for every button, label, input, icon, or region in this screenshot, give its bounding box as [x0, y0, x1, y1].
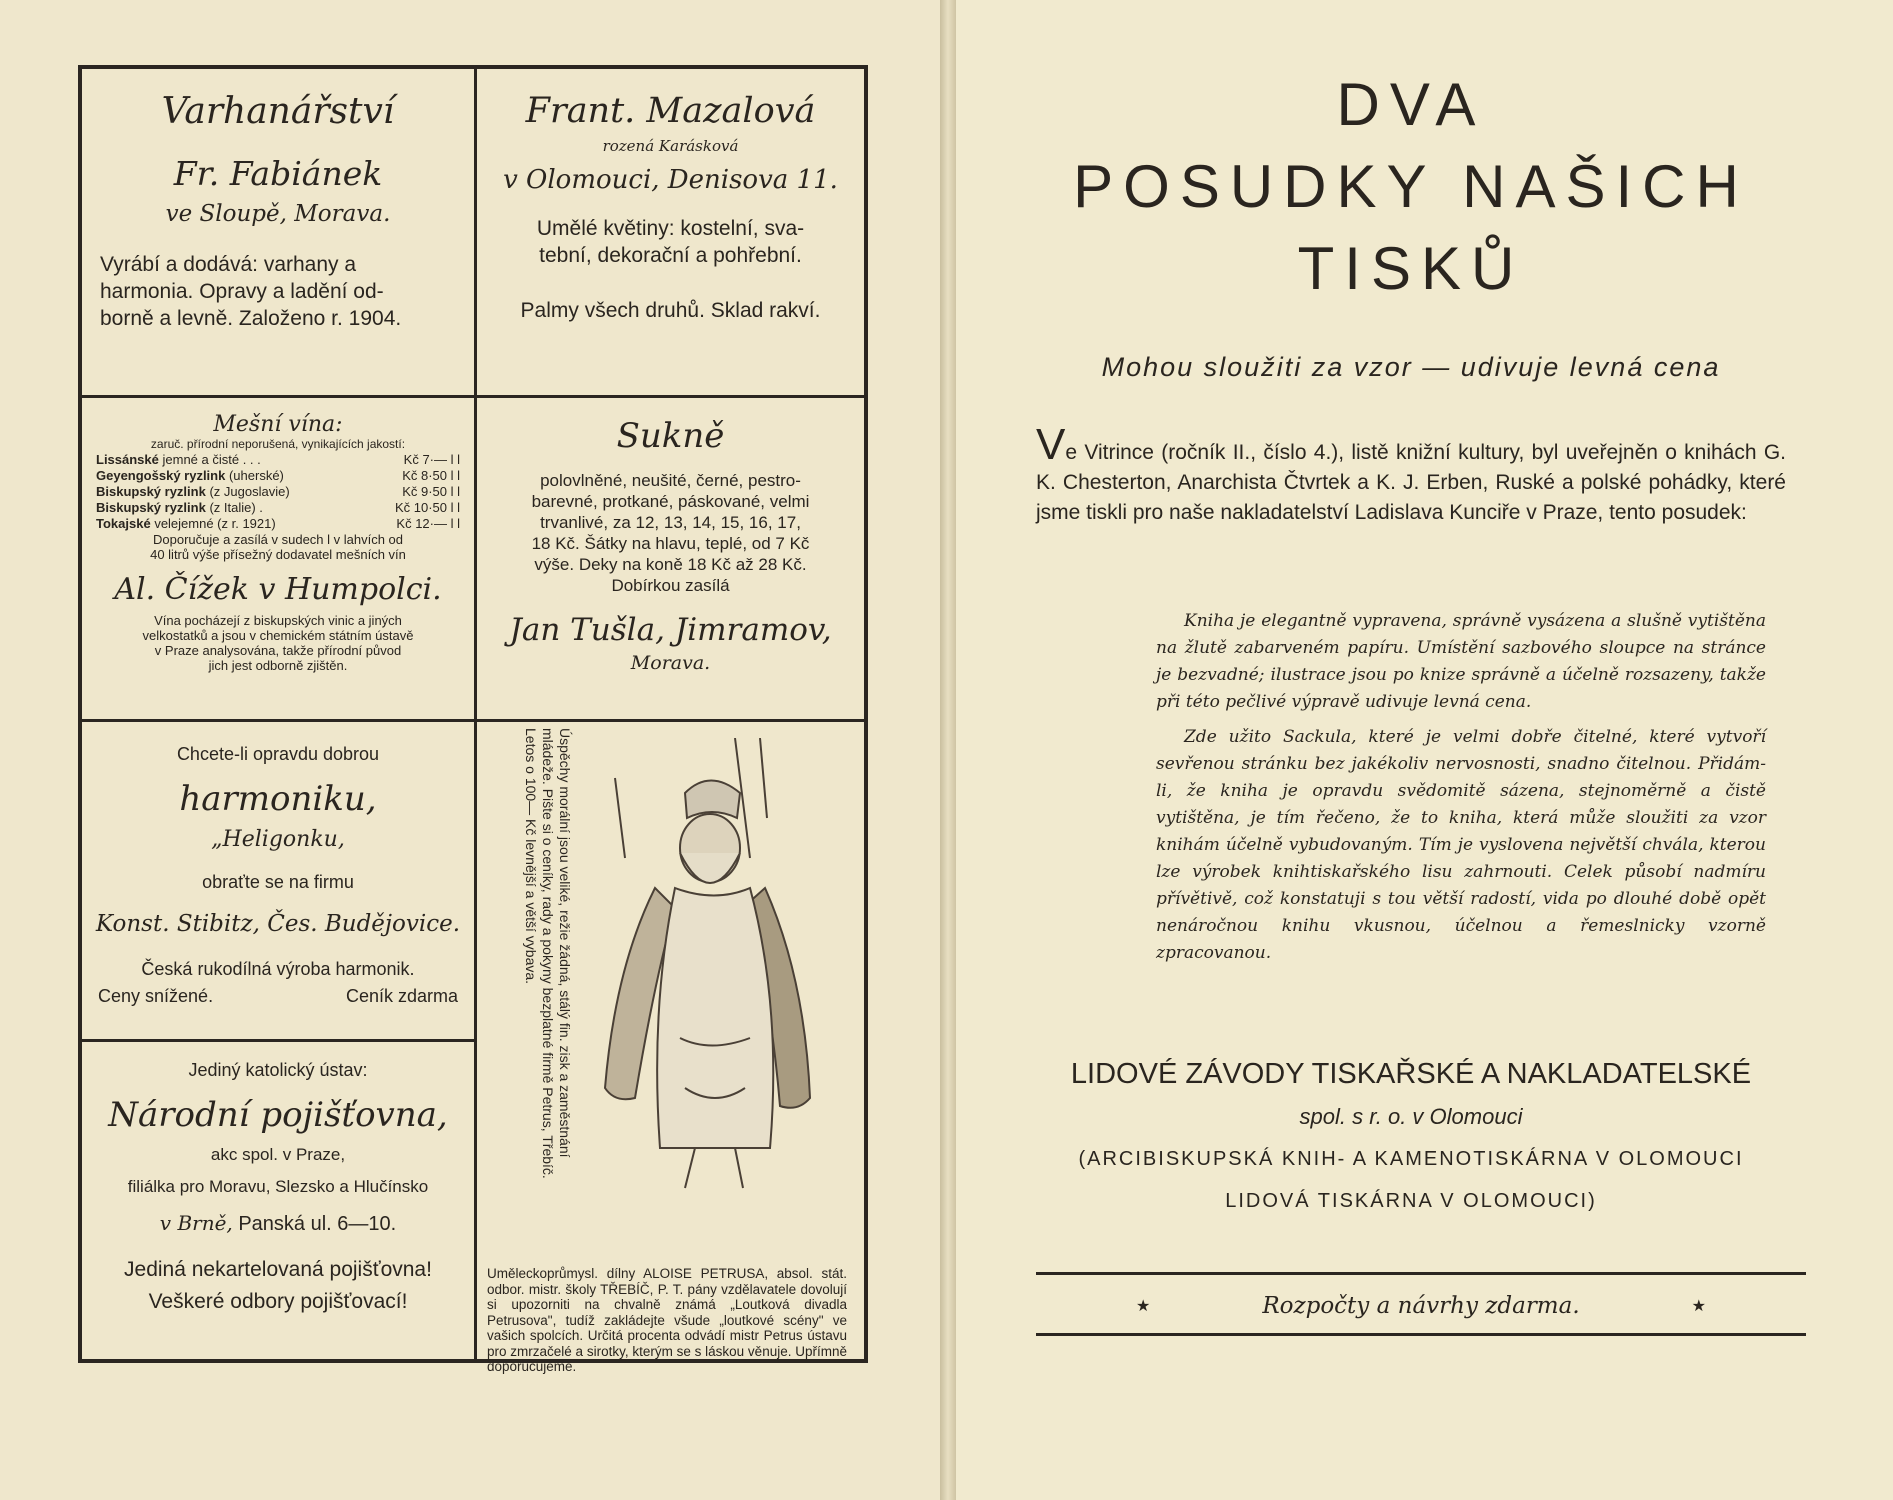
footer-text: Rozpočty a návrhy zdarma.	[1262, 1293, 1580, 1319]
ad-text: Palmy všech druhů. Sklad rakví.	[520, 299, 821, 322]
intro-paragraph: Ve Vitrince (ročník II., číslo 4.), listě knižní kultury, byl uveřejněn o knihách G. K. Chesterton, Anarchista Čtvrtek a K. J. Erben, Ruské a polské pohádky, které jsme tiskli pro naše nakladatelství Ladislava Kunciře v Praze, tento posudek:	[1036, 420, 1786, 524]
ad-seller: Jan Tušla, Jimramov,	[509, 612, 832, 648]
footer-rule	[1036, 1333, 1806, 1336]
ad-text: zaruč. přírodní neporušená, vynikajících jakostí:	[150, 437, 406, 451]
ad-maiden-name: rozená Karásková	[602, 137, 739, 155]
ad-text: jich jest odborně zjištěn.	[208, 658, 348, 673]
ad-text: akc spol. v Praze,	[210, 1145, 346, 1164]
wine-row: Lissánské jemné a čisté . . . Kč 7·— l l	[96, 452, 460, 467]
ad-mazalova	[477, 69, 864, 395]
page-subtitle: Mohou sloužiti za vzor — udivuje levná cena	[1101, 352, 1721, 382]
page-title: POSUDKY NAŠICH	[1073, 153, 1749, 220]
ad-title: Varhanářství	[161, 91, 395, 132]
ad-text: Dobírkou zasílá	[611, 576, 730, 595]
ad-title: Sukně	[616, 416, 725, 456]
ad-text: harmonia. Opravy a ladění od-	[100, 280, 384, 303]
ad-text: v Praze analysována, takže přírodní původ	[154, 643, 402, 658]
ad-text: Veškeré odbory pojišťovací!	[148, 1290, 408, 1313]
ad-title: Mešní vína:	[213, 412, 343, 437]
ad-text: obraťte se na firmu	[202, 872, 354, 892]
ad-text: 40 litrů výše přísežný dodavatel mešních vín	[150, 547, 406, 562]
ad-name: Frant. Mazalová	[525, 91, 816, 131]
advertisement-frame	[78, 65, 868, 1374]
wine-row: Biskupský ryzlink (z Italie) . Kč 10·50 l l	[96, 500, 460, 515]
ad-text: polovlněné, neušité, černé, pestro-	[540, 471, 801, 490]
ad-text: Panská ul. 6—10.	[238, 1213, 397, 1235]
ad-text: Česká rukodílná výroba harmonik.	[141, 959, 415, 979]
ad-harmonika	[82, 722, 474, 1039]
ad-text: Jediný katolický ústav:	[188, 1060, 368, 1080]
ad-place: ve Sloupě, Morava.	[165, 201, 391, 227]
star-icon: ★	[1691, 1298, 1706, 1315]
ad-text: 18 Kč. Šátky na hlavu, teplé, od 7 Kč	[531, 534, 810, 553]
drop-initial: V	[1036, 420, 1066, 469]
ad-petrus	[477, 722, 864, 1374]
ad-firm: Konst. Stibitz, Čes. Budějovice.	[95, 911, 461, 937]
company-line: LIDOVÁ TISKÁRNA V OLOMOUCI)	[1225, 1190, 1597, 1212]
wine-row: Tokajské velejemné (z r. 1921) Kč 12·— l l	[96, 516, 460, 531]
ad-mesni-vina	[82, 398, 474, 719]
footer-band	[1036, 1288, 1806, 1324]
ad-name: Fr. Fabiánek	[173, 154, 383, 193]
footer-rule	[1036, 1272, 1806, 1275]
ad-seller: Al. Čížek v Humpolci.	[114, 572, 442, 607]
review-quote	[1156, 608, 1766, 967]
ad-text: Doporučuje a zasílá v sudech l v lahvích od	[152, 532, 404, 547]
ad-text: tební, dekorační a pohřební.	[539, 244, 802, 267]
ad-text: trvanlivé, za 12, 13, 14, 15, 16, 17,	[540, 513, 801, 532]
ad-city: v Brně,	[159, 1211, 233, 1235]
ad-title: Národní pojišťovna,	[108, 1095, 448, 1135]
wine-row: Biskupský ryzlink (z Jugoslavie) Kč 9·50 l l	[96, 484, 460, 499]
ad-sukne	[477, 398, 864, 719]
ad-subtitle: „Heligonku,	[211, 827, 345, 852]
left-page	[0, 0, 940, 1500]
book-gutter	[940, 0, 956, 1500]
ad-text: borně a levně. Založeno r. 1904.	[100, 307, 402, 330]
ad-title: harmoniku,	[179, 779, 377, 819]
ad-text: Jediná nekartelovaná pojišťovna!	[124, 1258, 432, 1281]
ad-text: Vína pocházejí z biskupských vinic a jiných	[154, 613, 402, 628]
ad-place: Morava.	[630, 652, 711, 674]
wine-row: Geyengošský ryzlink (uherské) Kč 8·50 l l	[96, 468, 460, 483]
ad-text: Uměleckoprůmysl. dílny ALOISE PETRUSA, absol. stát. odbor. mistr. školy TŘEBÍČ, P. T. pány vzdělavatele dovolují si upozorniti na chvalně známá „Loutková divadla Petrusova", tudíž zakládejte všude „loutkové scény" ve vašich spolcích. Určitá procenta odvádí mistr Petrus ústavu pro zmrzačelé a sirotky, kterým se s láskou věnuje. Upřímně doporučujeme.	[487, 1266, 847, 1374]
ad-text: barevné, protkané, páskované, velmi	[531, 492, 810, 511]
puppet-illustration	[585, 738, 835, 1218]
ad-vertical-text: Úspěchy morální jsou veliké, režie žádná, stálý fin. zisk a zaměstnání mládeže. Pište si o ceníky, rady a pokyny bezplatné firmě Petrus, Třebíč. Letos o 100— Kč levnější a větší vybava.	[523, 728, 573, 1179]
right-page	[956, 0, 1893, 1500]
page-title: TISKŮ	[1297, 235, 1525, 302]
ad-text: Ceník zdarma	[345, 986, 458, 1006]
ad-text: Umělé květiny: kostelní, sva-	[536, 217, 805, 240]
ad-pojistovna	[82, 1042, 474, 1359]
star-icon: ★	[1136, 1298, 1151, 1315]
ad-text: výše. Deky na koně 18 Kč až 28 Kč.	[534, 555, 807, 574]
quote-paragraph: Kniha je elegantně vypravena, správně vysázena a slušně vytištěna na žlutě zabarveném papíru. Umístění sazbového sloupce na stránce je bezvadné; ilustrace jsou po knize správně a účelně rozsazeny, takže při této pečlivé výpravě udivuje levná cena.	[1156, 611, 1766, 712]
ad-text: Ceny snížené.	[98, 986, 214, 1006]
ad-text: filiálka pro Moravu, Slezsko a Hlučínsko	[127, 1177, 429, 1196]
company-subtitle: spol. s r. o. v Olomouci	[1299, 1104, 1523, 1129]
company-line: (ARCIBISKUPSKÁ KNIH- A KAMENOTISKÁRNA V OLOMOUCI	[1078, 1148, 1744, 1170]
ad-varhanarstvi	[82, 69, 474, 395]
quote-paragraph: Zde užito Sackula, které je velmi dobře čitelné, které vytvoří sevřenou stránku bez jakékoliv nervosnosti, snadno čitelnou. Přidám-li, že kniha je opravdu svědomitě sázena, stejnoměrně a čistě vytištěna, je tím řečeno, že to kniha, která může sloužiti za vzor knihám účelně vybudovaným. Tím je vyslovena největší chvála, kterou lze výrobek knihtiskařského lisu zahrnouti. Celek působí nadmíru přívětivě, což konstatuji s tou větší radostí, vida po dlouhé době opět nenáročnou knihu vkusnou, účelnou a řemeslnicky vzorně zpracovanou.	[1156, 727, 1766, 963]
ad-text: Vyrábí a dodává: varhany a	[100, 253, 357, 276]
ad-text: velkostatků a jsou v chemickém státním ústavě	[142, 628, 414, 643]
wine-price-list	[96, 452, 460, 532]
ad-place: v Olomouci, Denisova 11.	[503, 165, 838, 195]
ad-text: Chcete-li opravdu dobrou	[176, 744, 380, 764]
company-name: LIDOVÉ ZÁVODY TISKAŘSKÉ A NAKLADATELSKÉ	[1070, 1058, 1752, 1090]
page-title: DVA	[1336, 71, 1486, 138]
